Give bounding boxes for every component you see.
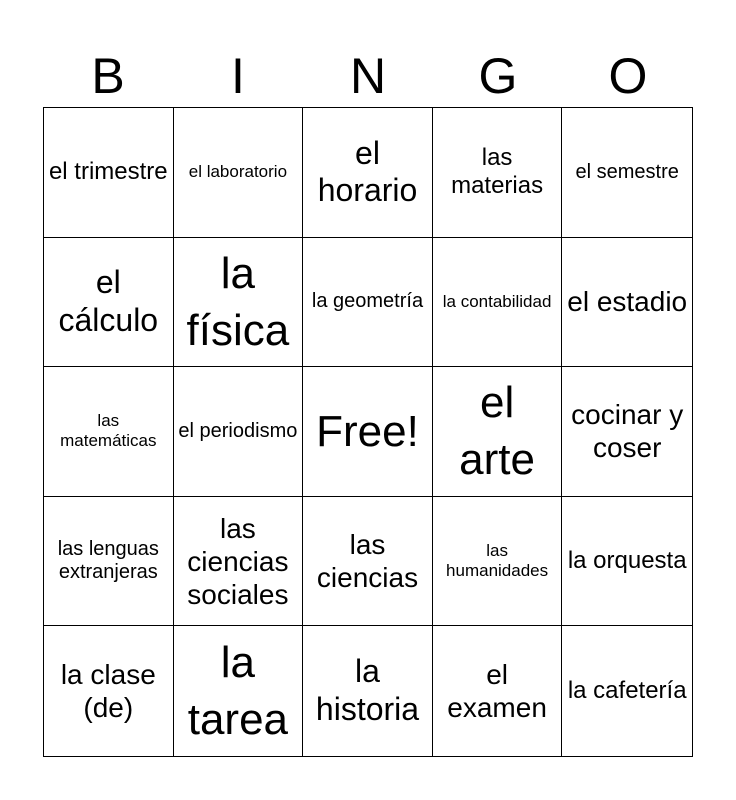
cell-text: el semestre (575, 160, 679, 183)
cell-text: el examen (447, 659, 547, 724)
cell-text: el cálculo (58, 264, 159, 338)
bingo-cell (562, 367, 692, 497)
bingo-cell (174, 238, 304, 368)
free-space-text: Free! (316, 406, 419, 456)
cell-text: las humanidades (446, 541, 549, 581)
cell-text: las matemáticas (60, 411, 157, 451)
bingo-cell (44, 238, 174, 368)
cell-text: la contabilidad (442, 291, 552, 311)
cell-text: la tarea (187, 638, 289, 745)
cell-text: la física (186, 248, 290, 355)
cell-text: las lenguas extranjeras (57, 537, 159, 584)
bingo-cell (174, 626, 304, 756)
header-letter-g: G (478, 48, 518, 104)
cell-text: el trimestre (48, 158, 168, 186)
cell-text: las materias (451, 143, 544, 200)
header-letter-o: O (608, 48, 648, 104)
bingo-cell (433, 497, 563, 627)
cell-text: el laboratorio (188, 162, 288, 182)
cell-text: el periodismo (178, 419, 298, 442)
bingo-cell (44, 367, 174, 497)
bingo-cell (303, 626, 433, 756)
bingo-cell (562, 238, 692, 368)
bingo-cell (44, 626, 174, 756)
header-letter-i: I (231, 48, 245, 104)
bingo-cell (562, 626, 692, 756)
bingo-cell-free (303, 367, 433, 497)
bingo-header (43, 44, 693, 108)
cell-text: el arte (459, 378, 535, 485)
cell-text: el estadio (567, 286, 688, 318)
bingo-cell (174, 108, 304, 238)
bingo-cell (433, 626, 563, 756)
bingo-cell (44, 497, 174, 627)
bingo-cell (562, 108, 692, 238)
bingo-cell (303, 238, 433, 368)
bingo-cell (433, 238, 563, 368)
cell-text: la geometría (311, 290, 424, 313)
bingo-cell (174, 367, 304, 497)
cell-text: la clase (de) (60, 659, 156, 724)
cell-text: la historia (315, 653, 420, 728)
bingo-cell (44, 108, 174, 238)
bingo-cell (433, 367, 563, 497)
cell-text: cocinar y coser (571, 399, 684, 464)
cell-text: las ciencias (316, 529, 419, 594)
bingo-cell (562, 497, 692, 627)
cell-text: las ciencias sociales (187, 512, 289, 610)
cell-text: la cafetería (567, 677, 687, 705)
cell-text: el horario (317, 134, 418, 209)
bingo-cell (174, 497, 304, 627)
bingo-cell (433, 108, 563, 238)
cell-text: la orquesta (567, 546, 687, 574)
bingo-card-grid (43, 107, 693, 757)
header-letter-n: N (349, 48, 387, 104)
bingo-cell (303, 108, 433, 238)
header-letter-b: B (91, 48, 125, 104)
bingo-cell (303, 497, 433, 627)
